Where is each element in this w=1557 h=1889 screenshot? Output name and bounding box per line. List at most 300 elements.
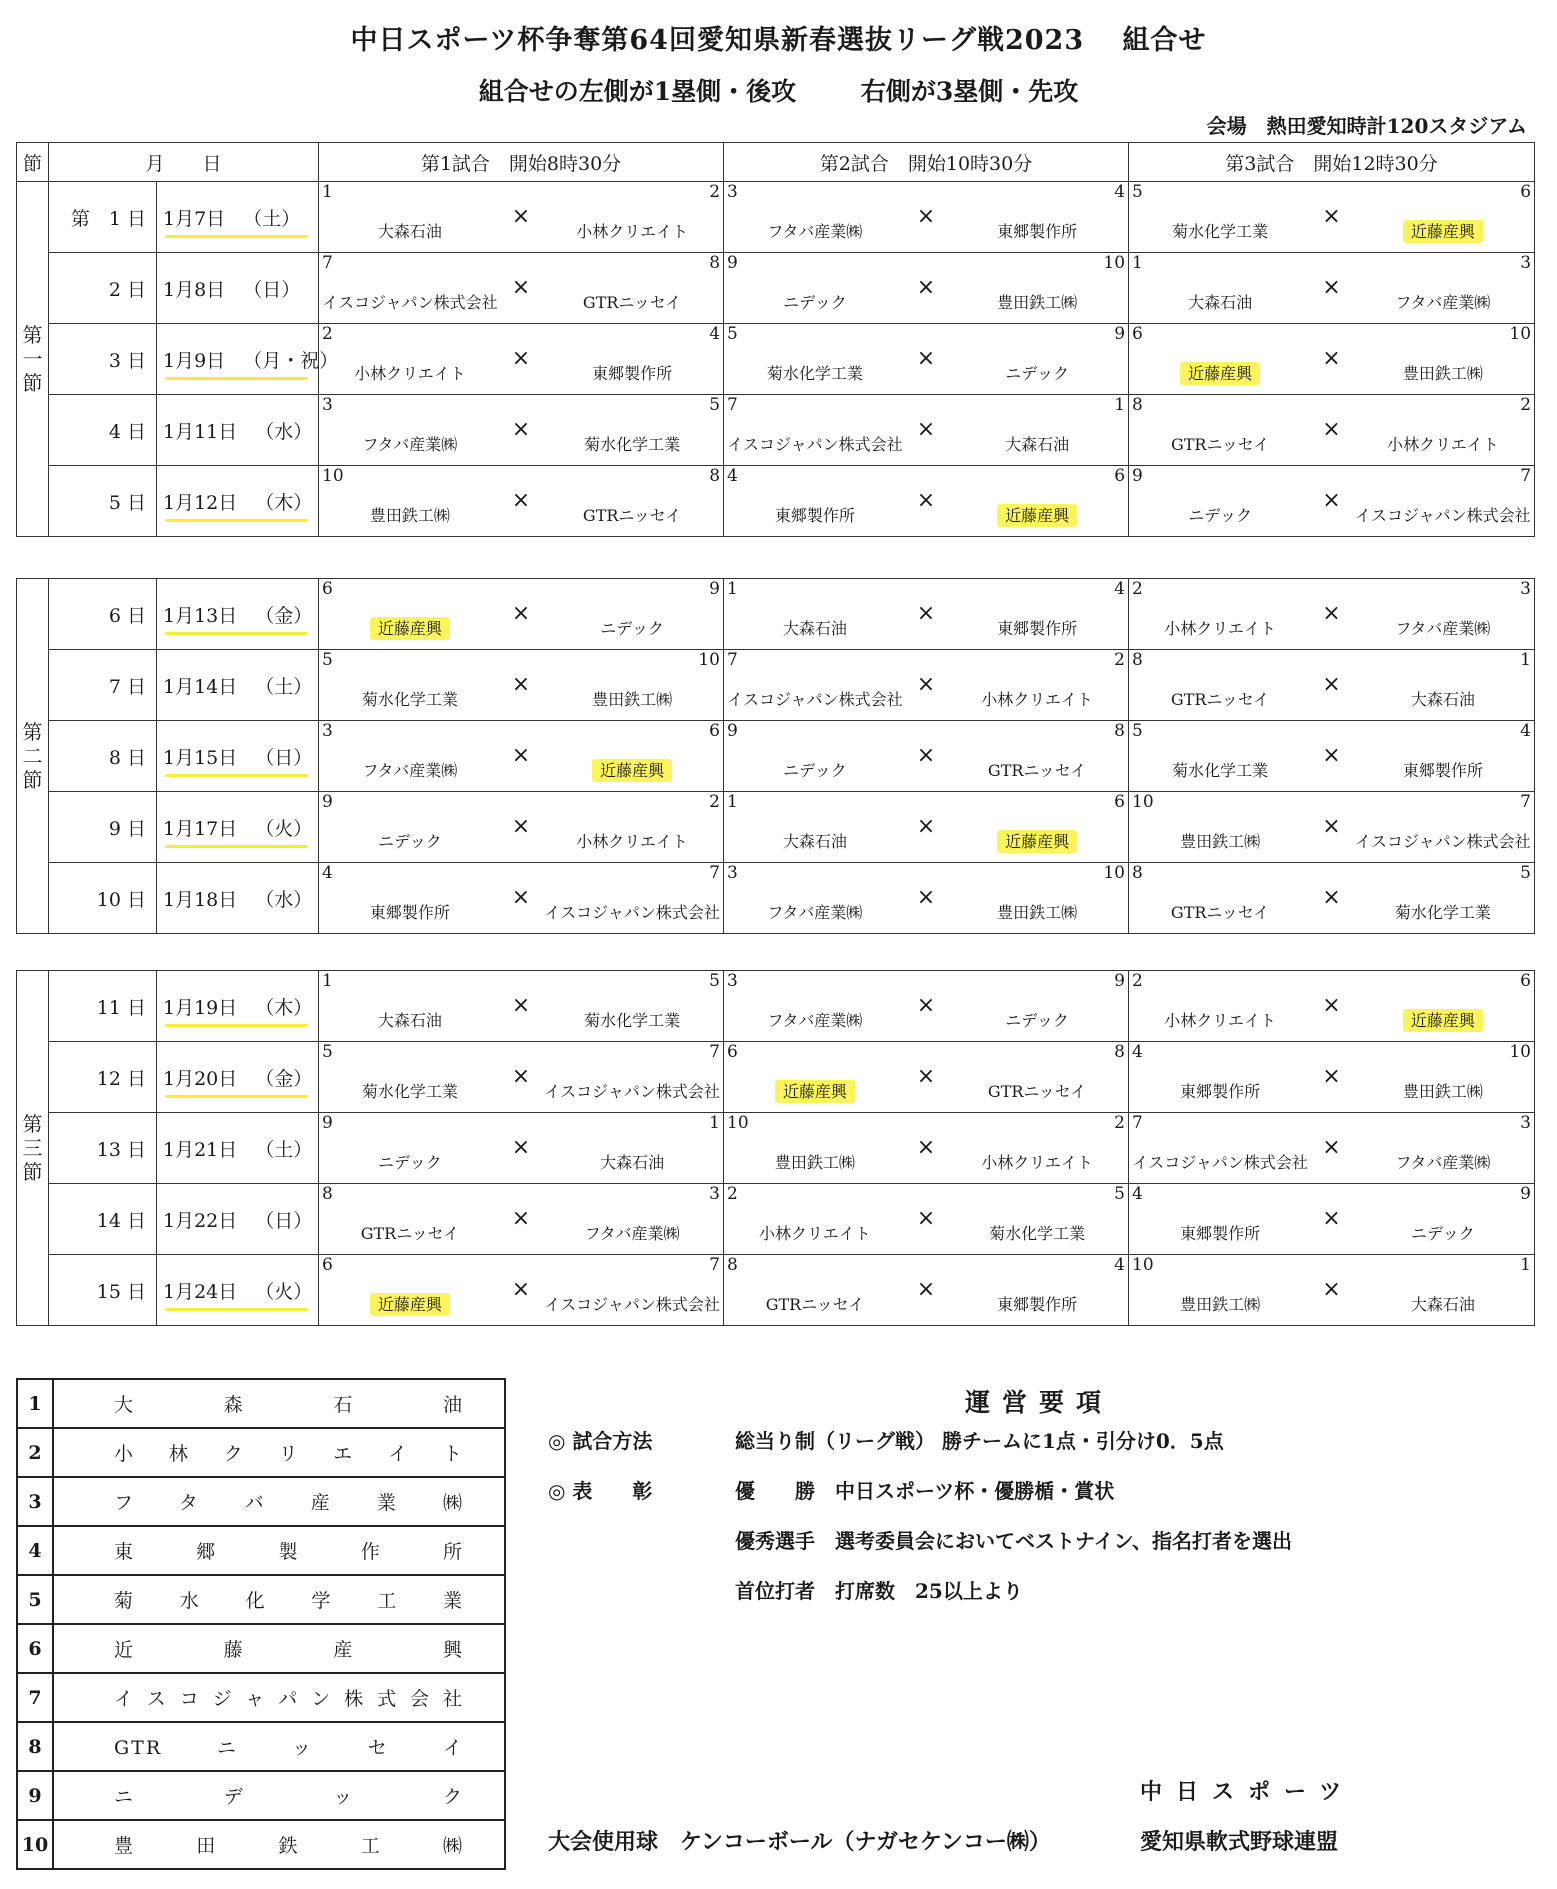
match-date	[157, 721, 319, 792]
team-number: 5	[17, 1575, 53, 1624]
game-3	[1129, 1113, 1534, 1183]
home-team-number: 8	[1132, 650, 1143, 670]
game-cell	[319, 253, 724, 324]
home-team-name	[319, 361, 501, 384]
weekday-text: （月・祝）	[243, 349, 339, 372]
team-row	[17, 1575, 505, 1624]
weekday-text: （土）	[255, 675, 313, 698]
game-1	[319, 395, 723, 465]
game-2	[724, 324, 1128, 394]
away-team-number: 9	[709, 579, 720, 599]
home-team-name	[319, 290, 501, 313]
game-2	[724, 1184, 1128, 1254]
vs-mark: ×	[511, 275, 531, 300]
home-team-name	[319, 1150, 501, 1173]
subtitle-right: 右側が3塁側・先攻	[860, 77, 1079, 106]
away-team-name	[946, 432, 1128, 455]
game-cell	[319, 395, 724, 466]
home-team-number: 10	[727, 1113, 749, 1133]
away-team-number: 6	[1114, 466, 1126, 486]
vs-mark: ×	[1322, 1064, 1341, 1089]
away-team-label: イスコジャパン株式会社	[544, 1295, 720, 1314]
game-cell	[724, 466, 1129, 537]
home-team-name	[319, 432, 501, 455]
team-row	[17, 1820, 505, 1869]
away-team-name	[541, 1008, 723, 1031]
away-team-number: 1	[709, 1113, 720, 1133]
game-1	[319, 324, 723, 394]
game-cell	[1129, 579, 1535, 650]
team-name: 大森石油	[53, 1379, 505, 1428]
home-team-label: 大森石油	[782, 832, 847, 851]
home-team-name	[1129, 361, 1311, 384]
away-team-number: 7	[709, 1042, 720, 1062]
home-team-number: 2	[727, 1184, 738, 1204]
game-2	[724, 863, 1128, 933]
section-label-char: 節	[22, 768, 43, 792]
away-team-number: 5	[1520, 863, 1531, 883]
home-team-name	[1129, 1079, 1311, 1102]
match-date	[157, 182, 319, 253]
home-team-label: 大森石油	[782, 619, 847, 638]
vs-mark: ×	[916, 1064, 936, 1089]
home-team-number: 9	[727, 721, 738, 741]
away-team-name	[1352, 432, 1534, 455]
away-team-number: 10	[1103, 253, 1126, 273]
home-team-number: 9	[727, 253, 738, 273]
game-3	[1129, 579, 1534, 649]
away-team-number: 8	[1114, 721, 1125, 741]
vs-mark: ×	[1322, 743, 1341, 768]
home-team-name	[319, 616, 501, 639]
away-team-name	[541, 829, 723, 852]
home-team-number: 6	[322, 1255, 333, 1275]
game-cell	[724, 1113, 1129, 1184]
away-team-label: 大森石油	[600, 1153, 665, 1172]
home-team-label: 東郷製作所	[1180, 1224, 1261, 1243]
away-team-label: 近藤産興	[997, 830, 1077, 853]
vs-mark: ×	[511, 672, 531, 697]
day-number: 4 日	[49, 395, 157, 466]
away-team-number: 7	[709, 863, 720, 883]
game-cell	[1129, 395, 1535, 466]
home-team-label: イスコジャパン株式会社	[727, 435, 903, 454]
home-team-label: GTRニッセイ	[1170, 435, 1270, 454]
vs-mark: ×	[916, 672, 936, 697]
game-cell	[724, 1184, 1129, 1255]
game-1	[319, 182, 723, 252]
home-team-name	[319, 219, 501, 242]
home-team-name	[724, 829, 906, 852]
home-team-name	[1129, 616, 1311, 639]
home-team-label: ニデック	[1188, 506, 1252, 525]
game-cell	[319, 792, 724, 863]
vs-mark: ×	[916, 601, 936, 626]
game-cell	[319, 182, 724, 253]
game-cell	[724, 1042, 1129, 1113]
away-team-name	[946, 361, 1128, 384]
home-team-name	[1129, 290, 1311, 313]
home-team-label: 菊水化学工業	[361, 1082, 458, 1101]
vs-mark: ×	[511, 204, 531, 229]
vs-mark: ×	[916, 885, 936, 910]
home-team-label: 小林クリエイト	[1164, 619, 1276, 638]
away-team-label: ニデック	[1005, 1011, 1069, 1030]
home-team-name	[724, 1221, 906, 1244]
game-2	[724, 182, 1128, 252]
weekday-text: （日）	[243, 278, 301, 301]
method-text: 総当り制（リーグ戦） 勝チームに1点・引分け0．5点	[735, 1429, 1224, 1453]
home-team-number: 3	[727, 182, 738, 202]
away-team-label: GTRニッセイ	[987, 761, 1087, 780]
home-team-label: フタバ産業㈱	[362, 761, 458, 780]
game-3	[1129, 182, 1534, 252]
game-cell	[319, 579, 724, 650]
vs-mark: ×	[1322, 346, 1341, 371]
home-team-number: 7	[1132, 1113, 1143, 1133]
weekday-text: （水）	[255, 888, 313, 911]
away-team-name	[946, 829, 1128, 852]
team-name: 豊田鉄工㈱	[53, 1820, 505, 1869]
away-team-label: GTRニッセイ	[987, 1082, 1087, 1101]
date-text: 1月18日	[163, 888, 238, 911]
home-team-number: 8	[1132, 395, 1143, 415]
home-team-name	[1129, 432, 1311, 455]
section-label-char: 一	[22, 347, 43, 371]
team-number: 2	[17, 1428, 53, 1477]
page-title: 中日スポーツ杯争奪第64回愛知県新春選抜リーグ戦2023 組合せ	[350, 25, 1207, 56]
vs-mark: ×	[916, 417, 936, 442]
rules-title: 運営要項	[965, 1388, 1114, 1417]
subtitle	[0, 72, 1557, 108]
schedule-row	[17, 721, 1535, 792]
game-cell	[724, 1255, 1129, 1326]
match-date	[157, 863, 319, 934]
game-2	[724, 466, 1128, 536]
subtitle-left: 組合せの左側が1塁側・後攻	[478, 77, 797, 106]
away-team-label: 豊田鉄工㈱	[997, 293, 1078, 312]
game-3	[1129, 466, 1534, 536]
away-team-name	[946, 1221, 1128, 1244]
vs-mark: ×	[511, 1064, 531, 1089]
game-cell	[1129, 1042, 1535, 1113]
game-2	[724, 650, 1128, 720]
vs-mark: ×	[511, 1277, 531, 1302]
game-3	[1129, 1184, 1534, 1254]
away-team-number: 10	[1509, 324, 1532, 344]
away-team-number: 1	[1114, 395, 1126, 415]
home-team-label: 近藤産興	[1180, 362, 1260, 385]
team-name: 菊水化学工業	[53, 1575, 505, 1624]
section-label-char: 三	[22, 1136, 43, 1160]
away-team-label: 豊田鉄工㈱	[1402, 364, 1483, 383]
game-3	[1129, 253, 1534, 323]
game-3	[1129, 1255, 1534, 1325]
game-cell	[724, 182, 1129, 253]
home-team-label: GTRニッセイ	[360, 1224, 460, 1243]
game-cell	[1129, 1113, 1535, 1184]
game-2	[724, 1255, 1128, 1325]
away-team-name	[1352, 1079, 1534, 1102]
away-team-name	[946, 1008, 1128, 1031]
header-section: 節	[17, 143, 49, 182]
game-cell	[724, 324, 1129, 395]
away-team-name	[1352, 1150, 1534, 1173]
home-team-number: 2	[1132, 971, 1143, 991]
away-team-name	[1352, 1292, 1534, 1315]
away-team-label: 近藤産興	[997, 504, 1077, 527]
weekday-text: （火）	[255, 817, 313, 840]
away-team-name	[541, 1292, 723, 1315]
team-number: 7	[17, 1673, 53, 1722]
game-cell	[319, 863, 724, 934]
home-team-name	[724, 219, 906, 242]
game-cell	[724, 579, 1129, 650]
team-number: 1	[17, 1379, 53, 1428]
home-team-number: 9	[322, 1113, 333, 1133]
away-team-number: 7	[709, 1255, 720, 1275]
away-team-number: 3	[1520, 579, 1531, 599]
game-2	[724, 253, 1128, 323]
home-team-label: GTRニッセイ	[1170, 690, 1270, 709]
home-team-number: 6	[727, 1042, 738, 1062]
match-date	[157, 1184, 319, 1255]
home-team-name	[1129, 758, 1311, 781]
home-team-name	[724, 290, 906, 313]
home-team-name	[319, 1221, 501, 1244]
venue: 会場 熱田愛知時計120スタジアム	[1206, 114, 1527, 138]
away-team-label: 近藤産興	[592, 759, 672, 782]
away-team-label: 大森石油	[1410, 690, 1475, 709]
away-team-label: フタバ産業㈱	[584, 1224, 680, 1243]
vs-mark: ×	[511, 417, 531, 442]
vs-mark: ×	[511, 1206, 531, 1231]
team-name: イスコジャパン株式会社	[53, 1673, 505, 1722]
day-number: 13 日	[49, 1113, 157, 1184]
home-team-number: 6	[1132, 324, 1143, 344]
away-team-name	[1352, 503, 1534, 526]
home-team-number: 1	[727, 579, 738, 599]
home-team-label: 菊水化学工業	[1172, 761, 1269, 780]
away-team-name	[1352, 290, 1534, 313]
home-team-name	[724, 432, 906, 455]
home-team-number: 4	[727, 466, 738, 486]
home-team-name	[724, 758, 906, 781]
away-team-name	[541, 687, 723, 710]
game-2	[724, 721, 1128, 791]
date-text: 1月14日	[163, 675, 238, 698]
away-team-label: 豊田鉄工㈱	[592, 690, 673, 709]
schedule-row	[17, 324, 1535, 395]
home-team-number: 3	[727, 863, 738, 883]
game-cell	[724, 971, 1129, 1042]
home-team-number: 8	[727, 1255, 738, 1275]
home-team-name	[319, 900, 501, 923]
vs-mark: ×	[916, 814, 936, 839]
home-team-label: 東郷製作所	[1180, 1082, 1261, 1101]
home-team-number: 5	[322, 650, 333, 670]
away-team-number: 1	[1520, 650, 1531, 670]
home-team-name	[319, 758, 501, 781]
section-label-char: 節	[22, 1160, 43, 1184]
date-text: 1月13日	[163, 604, 238, 627]
game-cell	[724, 792, 1129, 863]
away-team-number: 2	[709, 182, 721, 202]
game-1	[319, 1184, 723, 1254]
method-label: ◎ 試合方法	[548, 1429, 653, 1453]
vs-mark: ×	[1322, 488, 1341, 513]
home-team-number: 7	[322, 253, 333, 273]
home-team-name	[1129, 687, 1311, 710]
home-team-number: 1	[1132, 253, 1143, 273]
away-team-number: 2	[1114, 650, 1125, 670]
home-team-label: ニデック	[378, 1153, 442, 1172]
header-row	[17, 143, 1535, 182]
away-team-label: 豊田鉄工㈱	[1402, 1082, 1483, 1101]
home-team-label: イスコジャパン株式会社	[1132, 1153, 1308, 1172]
home-team-label: 東郷製作所	[369, 903, 450, 922]
away-team-number: 4	[709, 324, 721, 344]
vs-mark: ×	[916, 743, 936, 768]
home-team-label: 小林クリエイト	[354, 364, 466, 383]
section-label-char: 節	[22, 371, 43, 395]
home-team-number: 2	[322, 324, 333, 344]
home-team-label: 豊田鉄工㈱	[369, 506, 450, 525]
batting-text: 打席数 25以上より	[835, 1579, 1023, 1603]
vs-mark: ×	[916, 993, 936, 1018]
team-name: 近藤産興	[53, 1624, 505, 1673]
away-team-name	[541, 616, 723, 639]
away-team-name	[946, 616, 1128, 639]
date-text: 1月7日	[163, 207, 226, 230]
away-team-number: 5	[709, 971, 720, 991]
team-name: 小林クリエイト	[53, 1428, 505, 1477]
game-cell	[319, 324, 724, 395]
game-3	[1129, 971, 1534, 1041]
home-team-name	[1129, 1008, 1311, 1031]
day-number: 5 日	[49, 466, 157, 537]
game-1	[319, 579, 723, 649]
day-number: 14 日	[49, 1184, 157, 1255]
home-team-label: ニデック	[378, 832, 442, 851]
home-team-number: 6	[322, 579, 333, 599]
away-team-name	[946, 687, 1128, 710]
day-number: 7 日	[49, 650, 157, 721]
home-team-label: 豊田鉄工㈱	[1180, 1295, 1261, 1314]
game-cell	[319, 466, 724, 537]
game-cell	[319, 1184, 724, 1255]
day-number: 15 日	[49, 1255, 157, 1326]
home-team-name	[1129, 219, 1311, 242]
vs-mark: ×	[1322, 1277, 1341, 1302]
away-team-name	[946, 758, 1128, 781]
award-label: ◎ 表 彰	[548, 1479, 653, 1503]
away-team-label: イスコジャパン株式会社	[544, 903, 720, 922]
weekday-text: （日）	[255, 1209, 313, 1232]
away-team-name	[946, 1079, 1128, 1102]
home-team-name	[319, 1292, 501, 1315]
day-number: 9 日	[49, 792, 157, 863]
away-team-number: 7	[1520, 466, 1532, 486]
away-team-number: 10	[1509, 1042, 1531, 1062]
home-team-number: 5	[322, 1042, 333, 1062]
section-label-char: 二	[22, 744, 43, 768]
game-cell	[319, 1113, 724, 1184]
home-team-number: 4	[1132, 1042, 1143, 1062]
away-team-name	[946, 1150, 1128, 1173]
away-team-label: 近藤産興	[1403, 1009, 1483, 1032]
home-team-number: 3	[727, 971, 738, 991]
vs-mark: ×	[916, 1135, 936, 1160]
section-label-char: 第	[22, 323, 43, 347]
away-team-label: 小林クリエイト	[1387, 435, 1499, 454]
vs-mark: ×	[916, 275, 936, 300]
away-team-number: 9	[1114, 971, 1125, 991]
away-team-name	[946, 900, 1128, 923]
game-cell	[1129, 253, 1535, 324]
home-team-name	[1129, 1292, 1311, 1315]
header-game2: 第2試合 開始10時30分	[724, 143, 1129, 182]
date-text: 1月9日	[163, 349, 226, 372]
away-team-label: 大森石油	[1005, 435, 1070, 454]
home-team-name	[1129, 1150, 1311, 1173]
schedule-row	[17, 863, 1535, 934]
home-team-label: フタバ産業㈱	[767, 1011, 863, 1030]
game-2	[724, 1042, 1128, 1112]
game-3	[1129, 395, 1534, 465]
away-team-name	[1352, 900, 1534, 923]
batting-label: 首位打者	[735, 1579, 815, 1603]
day-number: 10 日	[49, 863, 157, 934]
vs-mark: ×	[1322, 993, 1341, 1018]
home-team-label: イスコジャパン株式会社	[322, 293, 498, 312]
away-team-name	[946, 219, 1128, 242]
home-team-number: 7	[727, 395, 738, 415]
away-team-label: 菊水化学工業	[584, 435, 681, 454]
vs-mark: ×	[511, 885, 531, 910]
game-1	[319, 650, 723, 720]
game-3	[1129, 792, 1534, 862]
schedule-row	[17, 650, 1535, 721]
away-team-number: 8	[709, 253, 721, 273]
schedule-row	[17, 182, 1535, 253]
day-number: 3 日	[49, 324, 157, 395]
away-team-number: 3	[1520, 1113, 1531, 1133]
away-team-label: 東郷製作所	[592, 364, 673, 383]
home-team-number: 5	[1132, 721, 1143, 741]
away-team-name	[541, 1079, 723, 1102]
vs-mark: ×	[511, 1135, 531, 1160]
team-name: GTRニッセイ	[53, 1722, 505, 1771]
game-1	[319, 1113, 723, 1183]
away-team-name	[541, 1150, 723, 1173]
vs-mark: ×	[1322, 417, 1341, 442]
match-date	[157, 1113, 319, 1184]
away-team-label: フタバ産業㈱	[1395, 1153, 1491, 1172]
game-cell	[1129, 1255, 1535, 1326]
schedule-row	[17, 1184, 1535, 1255]
away-team-label: ニデック	[1005, 364, 1069, 383]
home-team-number: 3	[322, 721, 333, 741]
game-1	[319, 721, 723, 791]
game-cell	[319, 1255, 724, 1326]
away-team-name	[541, 503, 723, 526]
game-1	[319, 253, 723, 323]
organizer-chunichi: 中日スポーツ	[1140, 1779, 1356, 1805]
home-team-label: GTRニッセイ	[1170, 903, 1270, 922]
game-cell	[1129, 721, 1535, 792]
vs-mark: ×	[1322, 601, 1341, 626]
